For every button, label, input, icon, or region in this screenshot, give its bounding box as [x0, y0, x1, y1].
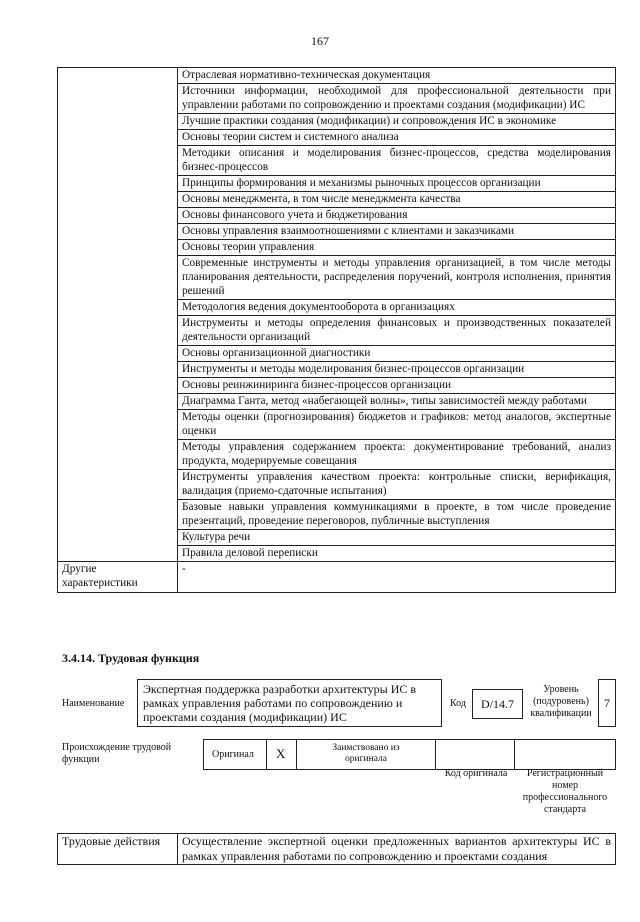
knowledge-item: Базовые навыки управления коммуникациями в проекте, в том числе проведение презентаций, проведение переговоров, публичные выступления [178, 500, 616, 530]
function-code-field: D/14.7 [472, 689, 523, 719]
knowledge-item: Лучшие практики создания (модификации) и сопровождения ИС в экономике [178, 114, 616, 130]
level-label: Уровень (подуровень) квалификации [530, 684, 592, 719]
function-name-field: Экспертная поддержка разработки архитектуры ИС в рамках управления работами по сопровождению и проектами создания (модификации) ИС [137, 679, 442, 727]
borrowed-cell [296, 740, 436, 769]
other-characteristics-label: Другие характеристики [58, 562, 178, 593]
knowledge-item: Источники информации, необходимой для профессиональной деятельности при управлении работами по сопровождению и проектами создания (модификации) ИС [178, 84, 616, 114]
origin-row [203, 739, 616, 770]
original-mark-cell [266, 740, 297, 769]
knowledge-item: Основы теории управления [178, 240, 616, 256]
knowledge-item: Методы управления содержанием проекта: документирование требований, анализ продукта, модерируемые совещания [178, 440, 616, 470]
knowledge-item: Инструменты и методы определения финансовых и производственных показателей деятельности организаций [178, 316, 616, 346]
knowledge-item: Основы финансового учета и бюджетирования [178, 208, 616, 224]
knowledge-item: Основы управления взаимоотношениями с клиентами и заказчиками [178, 224, 616, 240]
knowledge-item: Инструменты и методы моделирования бизнес-процессов организации [178, 362, 616, 378]
knowledge-table [57, 67, 616, 593]
table-row [58, 68, 616, 84]
knowledge-item: Диаграмма Ганта, метод «набегающей волны», типы зависимостей между работами [178, 394, 616, 410]
section-title: 3.4.14. Трудовая функция [62, 651, 200, 665]
code-label: Код [450, 698, 466, 709]
knowledge-item: Отраслевая нормативно-техническая документация [178, 68, 616, 84]
knowledge-item: Принципы формирования и механизмы рыночных процессов организации [178, 176, 616, 192]
knowledge-item: Основы менеджмента, в том числе менеджмента качества [178, 192, 616, 208]
table-row [58, 834, 616, 865]
knowledge-item: Методики описания и моделирования бизнес-процессов, средства моделирования бизнес-процессов [178, 146, 616, 176]
knowledge-item: Методология ведения документооборота в организациях [178, 300, 616, 316]
knowledge-label-cell [58, 68, 178, 562]
knowledge-item: Культура речи [178, 530, 616, 546]
original-code-cell [435, 740, 515, 769]
origin-label: Происхождение трудовой функции [62, 742, 172, 765]
other-characteristics-value: - [178, 562, 616, 593]
reg-caption: Регистрационный номер профессионального стандарта [522, 768, 608, 815]
original-cell [204, 740, 267, 769]
labor-actions-table [57, 833, 616, 865]
knowledge-item: Основы организационной диагностики [178, 346, 616, 362]
labor-actions-label: Трудовые действия [58, 834, 178, 865]
knowledge-item: Методы оценки (прогнозирования) бюджетов и графиков: метод аналогов, экспертные оценки [178, 410, 616, 440]
borrowed-label: Заимствовано из оригинала [332, 743, 400, 764]
original-label: Оригинал [212, 749, 254, 760]
level-field: 7 [598, 679, 616, 727]
knowledge-item: Инструменты управления качеством проекта: контрольные списки, верификация, валидация (приемо-сдаточные испытания) [178, 470, 616, 500]
knowledge-item: Основы реинжиниринга бизнес-процессов организации [178, 378, 616, 394]
page-number: 167 [311, 34, 329, 48]
knowledge-item: Правила деловой переписки [178, 546, 616, 562]
name-label: Наименование [62, 698, 125, 709]
labor-actions-item: Осуществление экспертной оценки предложенных вариантов архитектуры ИС в рамках управления работами по сопровождению и проектами создания [178, 834, 616, 865]
knowledge-item: Современные инструменты и методы управления организацией, в том числе методы планирования деятельности, распределения поручений, контроля исполнения, принятия решений [178, 256, 616, 300]
knowledge-item: Основы теории систем и системного анализа [178, 130, 616, 146]
original-mark: X [276, 746, 286, 761]
code-caption: Код оригинала [444, 768, 508, 779]
table-row [58, 562, 616, 593]
